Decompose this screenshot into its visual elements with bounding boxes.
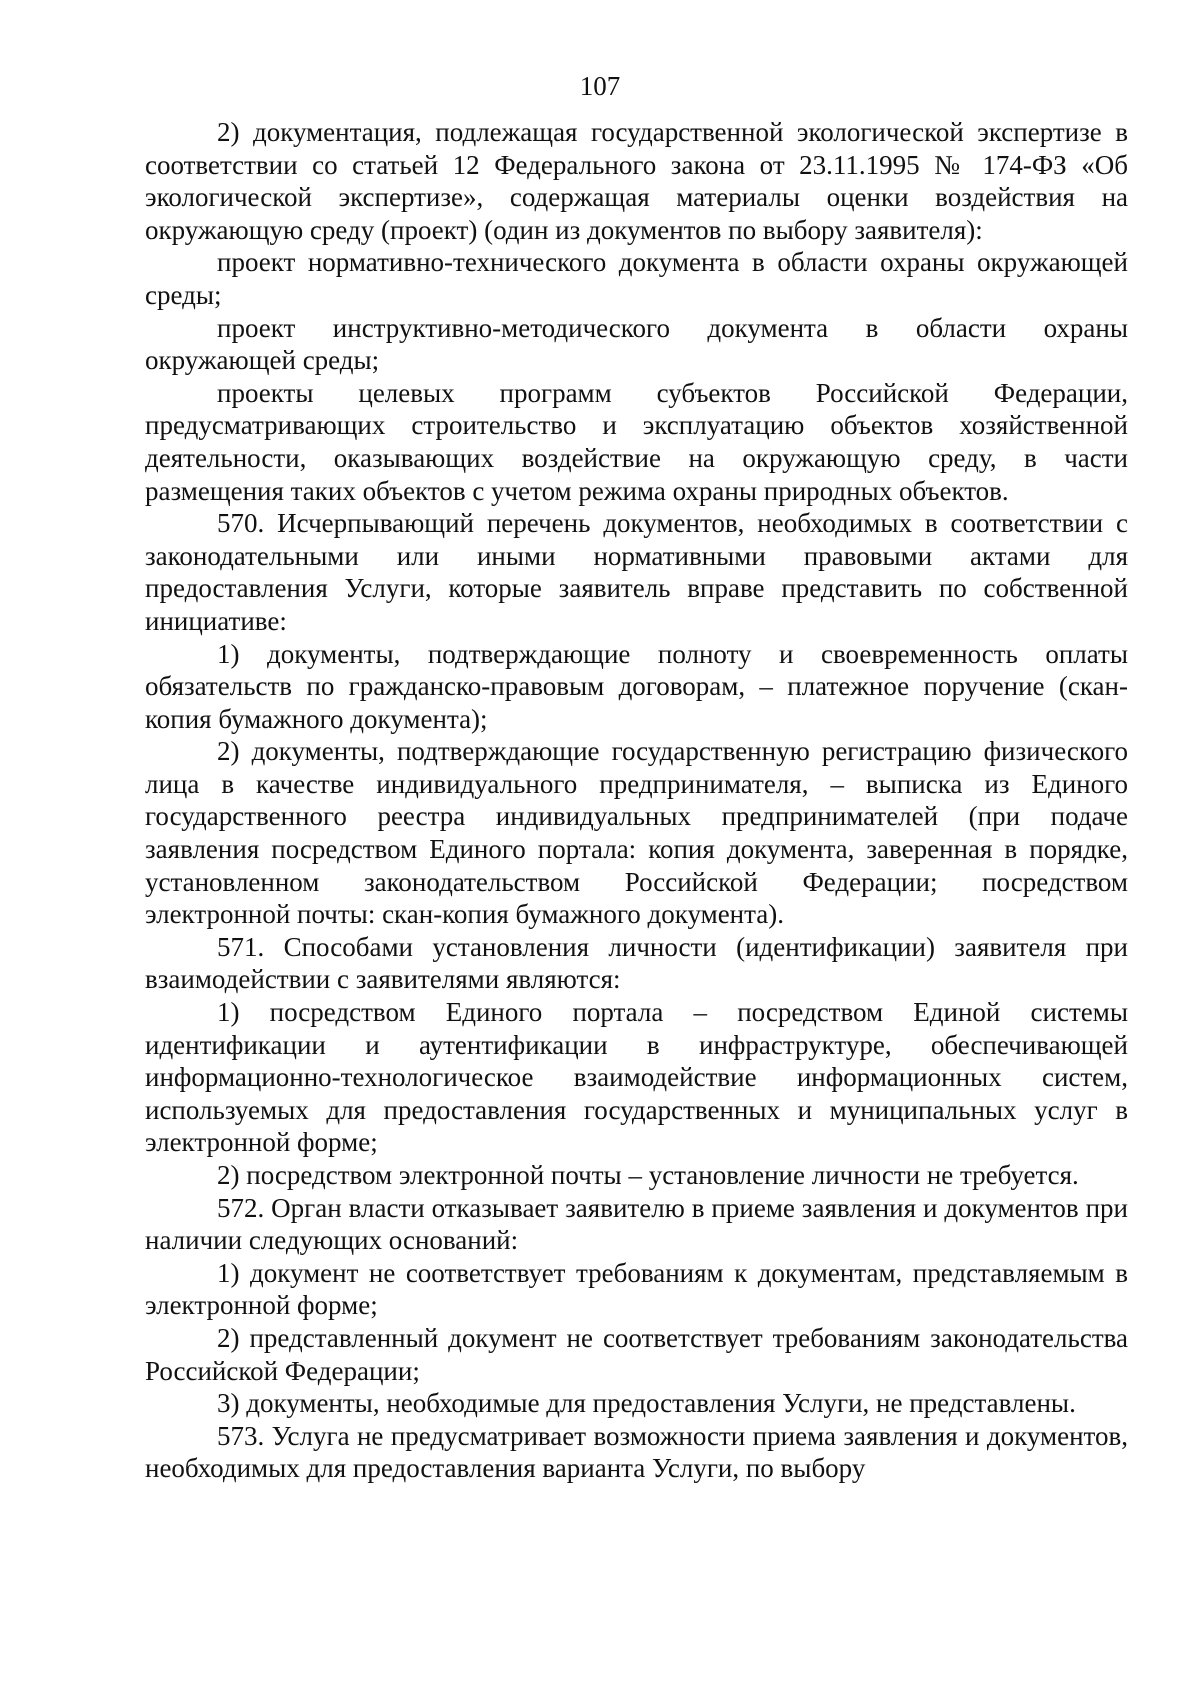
page-number: 107 [579, 71, 621, 101]
paragraph: 572. Орган власти отказывает заявителю в приеме заявления и документов при наличии следующих оснований: [145, 1192, 1128, 1256]
paragraph: 1) документ не соответствует требованиям к документам, представляемым в электронной форме; [145, 1257, 1128, 1321]
paragraph: 2) документы, подтверждающие государственную регистрацию физического лица в качестве индивидуального предпринимателя, – выписка из Единого государственного реестра индивидуальных предпринимателей (при подаче заявления посредством Единого портала: копия документа, заверенная в порядке, установленном законодательством Российской Федерации; посредством электронной почты: скан-копия бумажного документа). [145, 736, 1128, 930]
paragraph: 573. Услуга не предусматривает возможности приема заявления и документов, необходимых для предоставления варианта Услуги, по выбору [145, 1420, 1128, 1484]
paragraph: 2) документация, подлежащая государственной экологической экспертизе в соответствии со статьей 12 Федерального закона от 23.11.1995 № 174-ФЗ «Об экологической экспертизе», содержащая материалы оценки воздействия на окружающую среду (проект) (один из документов по выбору заявителя): [145, 117, 1128, 245]
paragraph: проект инструктивно-методического документа в области охраны окружающей среды; [145, 312, 1128, 376]
document-body [145, 116, 1128, 1485]
paragraph: проект нормативно-технического документа в области охраны окружающей среды; [145, 247, 1128, 310]
paragraph: 570. Исчерпывающий перечень документов, необходимых в соответствии с законодательными или иными нормативными правовыми актами для предоставления Услуги, которые заявитель вправе представить по собственной инициативе: [145, 508, 1128, 636]
paragraph: 2) посредством электронной почты – установление личности не требуется. [217, 1160, 1079, 1190]
paragraph: проекты целевых программ субъектов Российской Федерации, предусматривающих строительство и эксплуатацию объектов хозяйственной деятельности, оказывающих воздействие на окружающую среду, в части размещения таких объектов с учетом режима охраны природных объектов. [145, 377, 1128, 506]
paragraph: 571. Способами установления личности (идентификации) заявителя при взаимодействии с заявителями являются: [145, 931, 1128, 995]
paragraph: 1) посредством Единого портала – посредством Единой системы идентификации и аутентификации в инфраструктуре, обеспечивающей информационно-технологическое взаимодействие информационных систем, используемых для предоставления государственных и муниципальных услуг в электронной форме; [145, 997, 1128, 1158]
paragraph: 1) документы, подтверждающие полноту и своевременность оплаты обязательств по гражданско-правовым договорам, – платежное поручение (скан-копия бумажного документа); [145, 638, 1128, 734]
paragraph: 2) представленный документ не соответствует требованиям законодательства Российской Федерации; [145, 1322, 1128, 1386]
paragraph: 3) документы, необходимые для предоставления Услуги, не представлены. [217, 1388, 1076, 1419]
